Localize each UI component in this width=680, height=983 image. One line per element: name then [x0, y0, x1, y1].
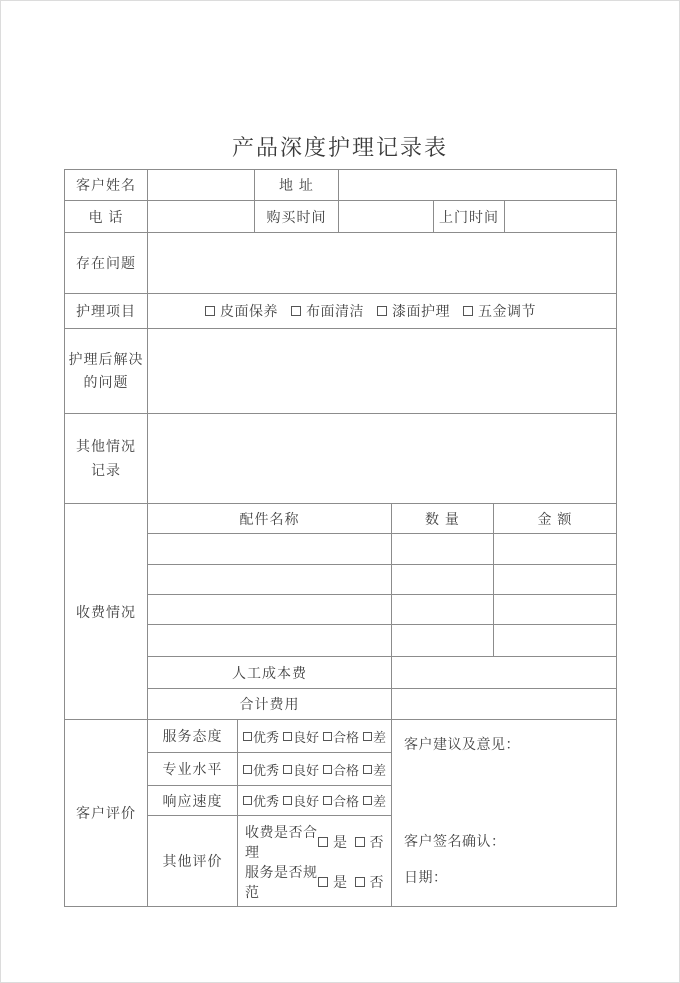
charges-section — [65, 504, 616, 720]
phone-label: 电 话 — [65, 201, 148, 232]
other-record-label — [65, 414, 148, 503]
rating-row-professional — [148, 753, 391, 786]
checkbox-icon[interactable] — [355, 837, 365, 847]
accessory-row — [148, 595, 616, 625]
customer-name-label: 客户姓名 — [65, 170, 148, 200]
rating-option-label: 差 — [373, 762, 387, 778]
row-other-record — [65, 414, 616, 504]
amount-input-cell[interactable] — [494, 534, 616, 564]
other-evaluation-content — [238, 816, 391, 906]
care-option-fabric[interactable] — [291, 301, 364, 321]
visit-time-label: 上门时间 — [434, 201, 505, 232]
checkbox-icon[interactable] — [323, 732, 332, 741]
checkbox-icon[interactable] — [283, 732, 292, 741]
signature-label: 客户签名确认： — [404, 833, 506, 849]
professional-level-options — [238, 753, 391, 785]
quantity-input-cell[interactable] — [392, 625, 494, 656]
phone-input-cell[interactable] — [148, 201, 255, 232]
other-record-input-cell[interactable] — [148, 414, 616, 503]
rating-option-label: 合格 — [333, 794, 360, 809]
service-standard-label: 服务是否规范 — [245, 864, 318, 900]
rating-option-label: 良好 — [292, 762, 319, 778]
yes-label: 是 — [333, 874, 348, 890]
yes-label: 是 — [333, 834, 348, 850]
checkbox-icon[interactable] — [363, 765, 372, 774]
rating-option-excellent[interactable] — [243, 760, 279, 779]
care-option-leather[interactable] — [205, 301, 278, 321]
accessory-row — [148, 625, 616, 657]
care-items-label: 护理项目 — [65, 294, 148, 328]
checkbox-icon[interactable] — [243, 732, 252, 741]
quantity-input-cell[interactable] — [392, 565, 494, 594]
rating-option-poor[interactable] — [363, 791, 386, 810]
address-label: 地 址 — [255, 170, 339, 200]
care-option-label: 布面清洁 — [306, 303, 364, 319]
service-attitude-options — [238, 720, 391, 752]
labor-cost-row — [148, 657, 616, 689]
care-option-hardware[interactable] — [463, 301, 536, 321]
total-cost-row — [148, 689, 616, 719]
evaluation-label: 客户评价 — [65, 720, 148, 906]
service-standard-no[interactable] — [355, 872, 385, 892]
checkbox-icon[interactable] — [363, 796, 372, 805]
solved-label — [65, 329, 148, 413]
accessory-name-input-cell[interactable] — [148, 565, 392, 594]
evaluation-section — [65, 720, 616, 906]
rating-option-pass[interactable] — [323, 727, 359, 746]
rating-row-response — [148, 786, 391, 816]
checkbox-icon[interactable] — [463, 306, 473, 316]
evaluation-body — [148, 720, 616, 906]
total-cost-input-cell[interactable] — [392, 689, 616, 719]
service-standard-line — [245, 862, 384, 902]
form-table — [64, 169, 617, 907]
rating-option-label: 差 — [373, 794, 387, 809]
care-option-label: 皮面保养 — [220, 303, 278, 319]
accessory-name-input-cell[interactable] — [148, 595, 392, 624]
suggestion-label: 客户建议及意见： — [404, 736, 520, 752]
rating-option-pass[interactable] — [323, 760, 359, 779]
accessory-row — [148, 534, 616, 565]
accessory-row — [148, 565, 616, 595]
rating-option-label: 优秀 — [252, 729, 279, 745]
solved-label-line2: 的问题 — [83, 374, 129, 390]
charges-label: 收费情况 — [65, 504, 148, 719]
labor-cost-input-cell[interactable] — [392, 657, 616, 688]
fee-reasonable-no[interactable] — [355, 832, 385, 852]
problem-input-cell[interactable] — [148, 233, 616, 293]
fee-reasonable-label: 收费是否合理 — [245, 824, 318, 860]
care-option-label: 五金调节 — [478, 303, 536, 319]
checkbox-icon[interactable] — [291, 306, 301, 316]
other-evaluation-row — [148, 816, 391, 906]
rating-option-label: 良好 — [292, 794, 319, 809]
checkbox-icon[interactable] — [318, 877, 328, 887]
page-title: 产品深度护理记录表 — [231, 135, 448, 160]
care-option-label: 漆面护理 — [392, 303, 450, 319]
checkbox-icon[interactable] — [323, 765, 332, 774]
labor-cost-label: 人工成本费 — [148, 657, 392, 688]
row-care-items — [65, 294, 616, 329]
rating-option-label: 良好 — [292, 729, 319, 745]
date-label: 日期： — [404, 869, 448, 885]
checkbox-icon[interactable] — [243, 765, 252, 774]
row-phone-times — [65, 201, 616, 233]
rating-option-label: 合格 — [333, 729, 360, 745]
care-option-paint[interactable] — [377, 301, 450, 321]
checkbox-icon[interactable] — [363, 732, 372, 741]
quantity-input-cell[interactable] — [392, 595, 494, 624]
rating-option-good[interactable] — [283, 727, 319, 746]
other-record-label-line2: 记录 — [91, 461, 121, 478]
accessory-name-header: 配件名称 — [148, 504, 392, 533]
customer-name-input-cell[interactable] — [148, 170, 255, 200]
amount-input-cell[interactable] — [494, 625, 616, 656]
rating-option-excellent[interactable] — [243, 791, 279, 810]
checkbox-icon[interactable] — [318, 837, 328, 847]
fee-reasonable-yes[interactable] — [318, 832, 348, 852]
accessory-name-input-cell[interactable] — [148, 534, 392, 564]
amount-input-cell[interactable] — [494, 595, 616, 624]
checkbox-icon[interactable] — [323, 796, 332, 805]
rating-row-service — [148, 720, 391, 753]
charges-body — [148, 504, 616, 719]
rating-option-label: 差 — [373, 729, 387, 745]
care-items-options-cell — [148, 294, 616, 328]
checkbox-icon[interactable] — [283, 796, 292, 805]
checkbox-icon[interactable] — [205, 306, 215, 316]
checkbox-icon[interactable] — [243, 796, 252, 805]
other-evaluation-label: 其他评价 — [148, 816, 238, 906]
checkbox-icon[interactable] — [355, 877, 365, 887]
quantity-input-cell[interactable] — [392, 534, 494, 564]
accessory-name-input-cell[interactable] — [148, 625, 392, 656]
checkbox-icon[interactable] — [377, 306, 387, 316]
response-speed-options — [238, 786, 391, 815]
quantity-header: 数 量 — [392, 504, 494, 533]
rating-option-good[interactable] — [283, 760, 319, 779]
rating-option-excellent[interactable] — [243, 727, 279, 746]
service-attitude-label: 服务态度 — [148, 720, 238, 752]
rating-option-label: 优秀 — [252, 794, 279, 809]
solved-input-cell[interactable] — [148, 329, 616, 413]
problem-label: 存在问题 — [65, 233, 148, 293]
response-speed-label: 响应速度 — [148, 786, 238, 815]
remarks-cell[interactable] — [392, 720, 616, 906]
no-label: 否 — [369, 834, 384, 850]
rating-option-good[interactable] — [283, 791, 319, 810]
amount-header: 金 额 — [537, 510, 573, 527]
rating-option-label: 优秀 — [252, 762, 279, 778]
purchase-time-label: 购买时间 — [255, 201, 339, 232]
purchase-time-input-cell[interactable] — [339, 201, 434, 232]
rating-option-pass[interactable] — [323, 791, 359, 810]
no-label: 否 — [369, 874, 384, 890]
rating-option-poor[interactable] — [363, 760, 386, 779]
evaluation-rows — [148, 720, 392, 906]
solved-label-line1: 护理后解决 — [68, 350, 144, 367]
row-problem — [65, 233, 616, 294]
address-input-cell[interactable] — [339, 170, 616, 200]
rating-option-label: 合格 — [333, 762, 360, 778]
service-standard-yes[interactable] — [318, 872, 348, 892]
row-name-address — [65, 170, 616, 201]
checkbox-icon[interactable] — [283, 765, 292, 774]
visit-time-input-cell[interactable] — [505, 201, 616, 232]
professional-level-label: 专业水平 — [148, 753, 238, 785]
other-record-label-line1: 其他情况 — [76, 438, 136, 455]
amount-input-cell[interactable] — [494, 565, 616, 594]
row-solved — [65, 329, 616, 414]
total-cost-label: 合计费用 — [148, 689, 392, 719]
rating-option-poor[interactable] — [363, 727, 386, 746]
charges-header-row — [148, 504, 616, 534]
fee-reasonable-line — [245, 822, 384, 862]
